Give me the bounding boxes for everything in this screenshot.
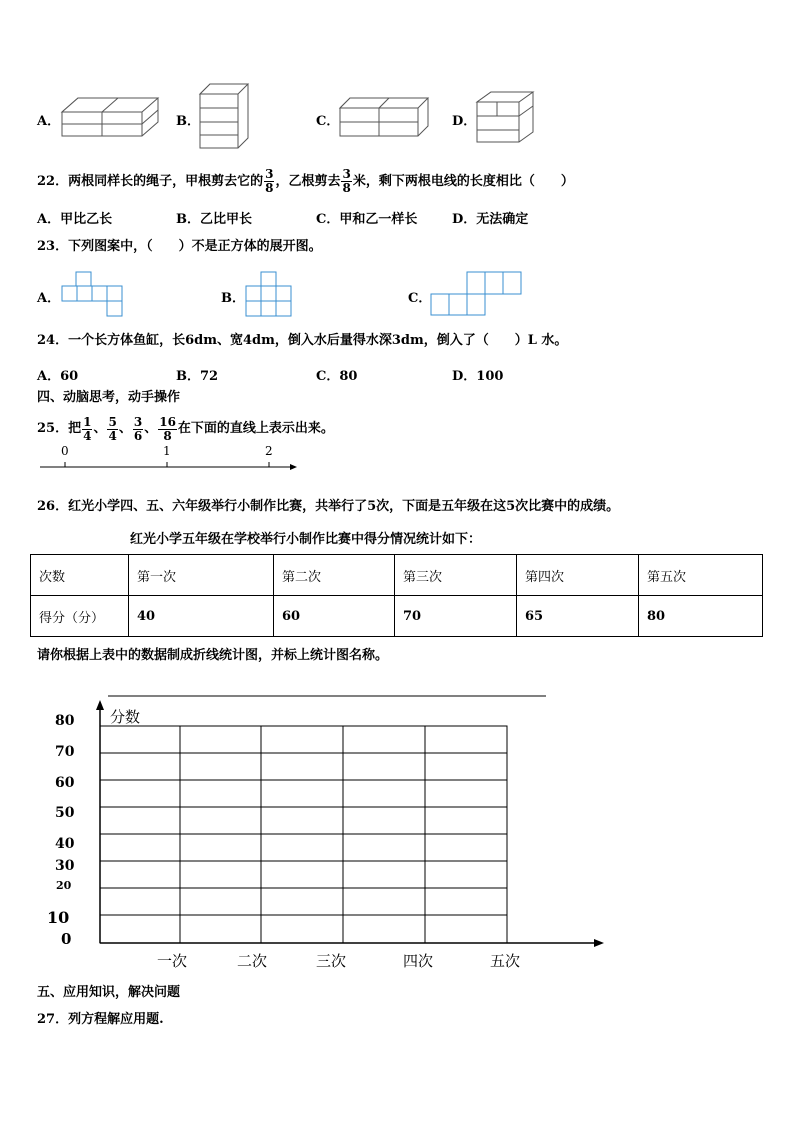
q25-fraction-4: $\frac{16}{8}$	[159, 414, 176, 443]
x-label-3: 三次	[316, 952, 347, 970]
q22-text-b: ，乙根剪去	[275, 173, 341, 189]
q23-question: 23．下列图案中，（ ）不是正方体的展开图。	[37, 239, 322, 254]
table-cell: 第四次	[517, 555, 639, 596]
q24-option-c: C．80	[316, 369, 358, 384]
table-cell: 得分（分）	[31, 596, 129, 637]
x-label-5: 五次	[490, 952, 521, 970]
q21-option-b: B．	[176, 114, 200, 129]
table-cell: 40	[129, 596, 274, 637]
number-line-tick-0: 0	[61, 444, 69, 458]
q22-option-a: A．甲比乙长	[37, 212, 113, 227]
table-cell: 第一次	[129, 555, 274, 596]
q22-option-b: B．乙比甲长	[176, 212, 252, 227]
y-label-80: 80	[55, 713, 75, 729]
y-label-60: 60	[55, 775, 75, 791]
q27-question: 27．列方程解应用题.	[37, 1012, 164, 1027]
q24-option-b: B．72	[176, 369, 219, 384]
y-label-30: 30	[55, 858, 75, 874]
y-label-20: 20	[56, 879, 72, 892]
number-line-tick-2: 2	[265, 444, 273, 458]
q23-option-c: C．	[408, 291, 432, 306]
number-line-tick-1: 1	[163, 444, 171, 458]
q26-instruction: 请你根据上表中的数据制成折线统计图，并标上统计图名称。	[37, 648, 389, 663]
x-label-2: 二次	[237, 952, 268, 970]
y-label-10: 10	[47, 908, 70, 927]
section-5-heading: 五、应用知识，解决问题	[37, 985, 181, 1000]
score-table	[30, 554, 763, 637]
q21-shape-b	[198, 82, 250, 152]
q25-fraction-2: $\frac{5}{4}$	[108, 414, 117, 443]
table-cell: 60	[274, 596, 395, 637]
y-label-50: 50	[55, 805, 75, 821]
q22-fraction-1: $\frac{3}{8}$	[265, 167, 274, 195]
x-label-1: 一次	[157, 952, 188, 970]
q25-fraction-3: $\frac{3}{6}$	[133, 414, 143, 443]
q23-net-c	[430, 271, 523, 317]
y-label-70: 70	[55, 744, 75, 760]
q21-shape-a	[60, 96, 160, 138]
q21-option-a: A．	[37, 114, 61, 129]
q25-fraction-1: $\frac{1}{4}$	[83, 414, 92, 443]
q25-sep: 、	[118, 421, 132, 436]
q22-text-a: 22．两根同样长的绳子，甲根剪去它的	[37, 173, 264, 189]
table-cell: 第五次	[639, 555, 763, 596]
table-cell: 70	[395, 596, 517, 637]
q26-question: 26．红光小学四、五、六年级举行小制作比赛，共举行了5次，下面是五年级在这5次比赛中的成绩。	[37, 499, 620, 514]
q23-option-b: B．	[221, 291, 245, 306]
x-label-4: 四次	[403, 952, 434, 970]
y-label-40: 40	[55, 836, 75, 852]
q25-suffix: 在下面的直线上表示出来。	[177, 421, 334, 436]
q22-text-c: 米，剩下两根电线的长度相比（ ）	[352, 173, 574, 189]
q23-net-b	[245, 271, 293, 317]
q25-prefix: 25．把	[37, 421, 82, 436]
q23-net-a	[61, 271, 123, 317]
q21-shape-c	[338, 96, 430, 138]
number-line	[38, 455, 300, 489]
table-cell: 次数	[31, 555, 129, 596]
chart-y-axis-title: 分数	[110, 708, 141, 726]
table-cell: 第二次	[274, 555, 395, 596]
q21-option-c: C．	[316, 114, 340, 129]
table-cell: 第三次	[395, 555, 517, 596]
table-cell: 65	[517, 596, 639, 637]
q22-question	[37, 168, 574, 195]
table-header-row	[31, 555, 763, 596]
q26-table-title: 红光小学五年级在学校举行小制作比赛中得分情况统计如下：	[130, 532, 482, 547]
q24-option-d: D．100	[452, 369, 504, 384]
q21-option-d: D．	[452, 114, 477, 129]
q22-option-c: C．甲和乙一样长	[316, 212, 418, 227]
q24-option-a: A．60	[37, 369, 79, 384]
y-label-0: 0	[61, 930, 72, 948]
q22-fraction-2: $\frac{3}{8}$	[342, 167, 351, 195]
q25-sep: 、	[144, 421, 158, 436]
q24-question: 24．一个长方体鱼缸，长6dm、宽4dm，倒入水后量得水深3dm，倒入了（ ）L 水。	[37, 333, 568, 348]
q22-option-d: D．无法确定	[452, 212, 529, 227]
q25-sep: 、	[93, 421, 107, 436]
q25-question	[37, 410, 334, 448]
table-cell: 80	[639, 596, 763, 637]
q21-shape-d	[475, 90, 535, 146]
table-row	[31, 596, 763, 637]
section-4-heading: 四、动脑思考，动手操作	[37, 390, 181, 405]
q23-option-a: A．	[37, 291, 61, 306]
